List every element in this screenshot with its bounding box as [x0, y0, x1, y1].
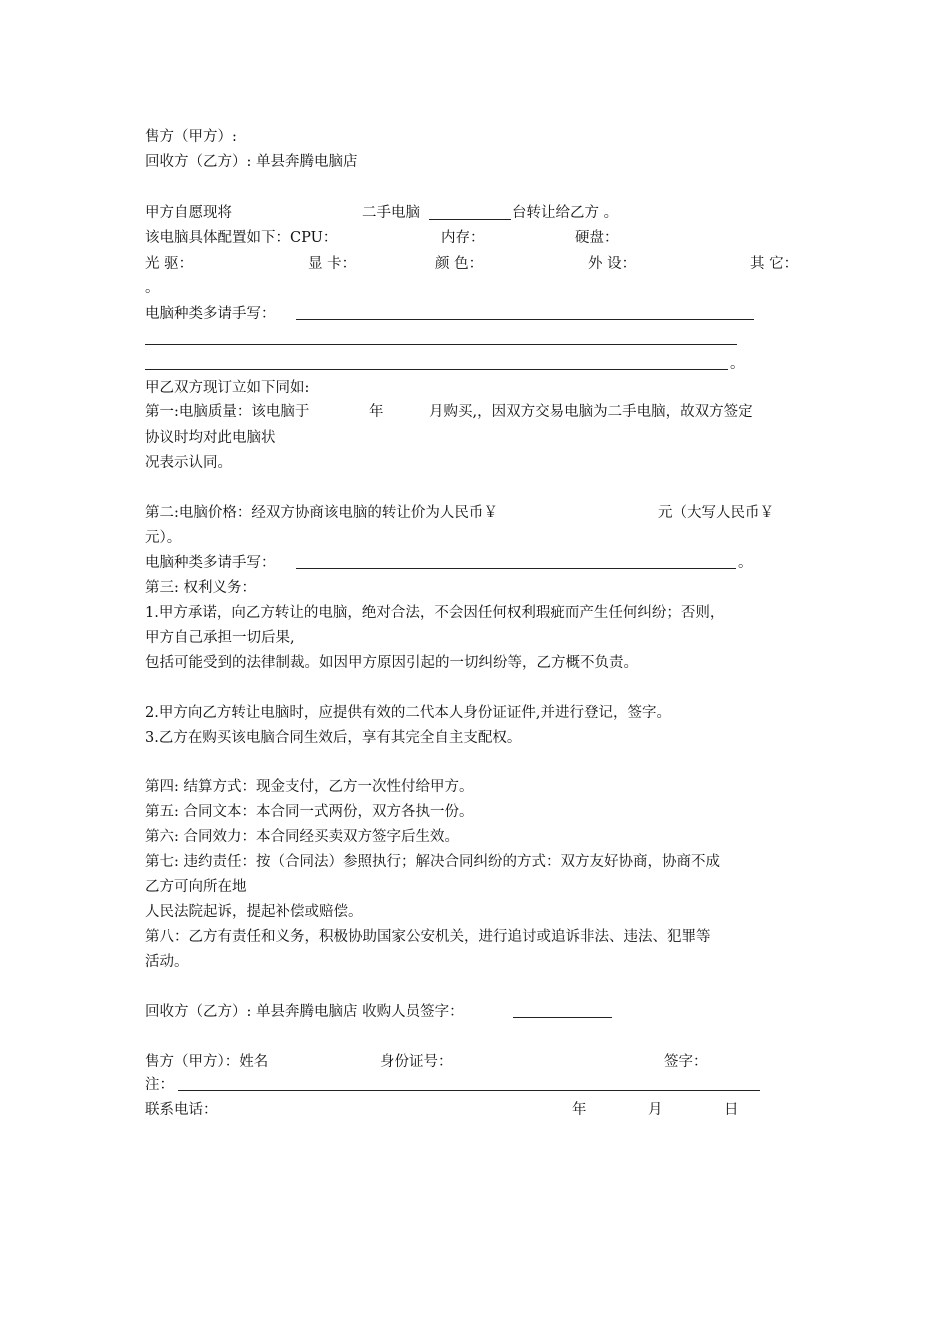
- date-month: 月: [648, 1102, 663, 1118]
- intro-text-c: 台转让给乙方 。: [512, 205, 619, 221]
- intro-text-a: 甲方自愿现将: [145, 205, 232, 221]
- config-disk: 硬盘：: [575, 230, 619, 246]
- buyer-sign-label: 回收方（乙方）: 单县奔腾电脑店 收购人员签字：: [145, 1004, 464, 1020]
- seller-name-label: 售方（甲方）：姓名: [145, 1054, 269, 1070]
- clause-1-year: 年: [369, 404, 384, 420]
- quantity-blank[interactable]: [429, 219, 511, 220]
- handwrite-blank-2[interactable]: [145, 344, 737, 345]
- handwrite-label: 电脑种类多请手写：: [145, 306, 276, 322]
- clause-1-line2: 协议时均对此电脑状: [145, 430, 276, 446]
- intro-line: [145, 203, 232, 223]
- date-year: 年: [572, 1102, 587, 1118]
- handwrite-end-2: 。: [738, 555, 753, 571]
- clause-3-1-c: 包括可能受到的法律制裁。如因甲方原因引起的一切纠纷等，乙方概不负责。: [145, 655, 638, 671]
- spec-period: 。: [145, 280, 160, 296]
- clause-8-b: 活动。: [145, 954, 189, 970]
- handwrite-blank-1[interactable]: [296, 319, 754, 320]
- handwrite-label-2: 电脑种类多请手写：: [145, 555, 276, 571]
- phone-label: 联系电话：: [145, 1102, 218, 1118]
- buyer-signature-blank[interactable]: [513, 1017, 612, 1018]
- clause-7-c: 人民法院起诉，提起补偿或赔偿。: [145, 904, 363, 920]
- seller-label: 售方（甲方）:: [145, 129, 237, 145]
- handwrite-blank-4[interactable]: [296, 568, 736, 569]
- config-memory: 内存：: [441, 230, 485, 246]
- clause-2-line2: 元）。: [145, 530, 182, 546]
- clause-2-a: 第二:电脑价格：经双方协商该电脑的转让价为人民币￥: [145, 505, 498, 521]
- clause-1-a: 第一:电脑质量：该电脑于: [145, 404, 310, 420]
- clause-1-b: 月购买,，因双方交易电脑为二手电脑，故双方签定: [429, 404, 753, 420]
- clause-4: 第四: 结算方式：现金支付，乙方一次性付给甲方。: [145, 779, 474, 795]
- spec-drive: 光 驱：: [145, 256, 194, 272]
- clause-1-line3: 况表示认同。: [145, 455, 232, 471]
- clause-3-2: 2.甲方向乙方转让电脑时，应提供有效的二代本人身份证证件,并进行登记，签字。: [145, 705, 671, 721]
- clause-7-a: 第七: 违约责任：按（合同法）参照执行；解决合同纠纷的方式：双方友好协商，协商不成: [145, 854, 720, 870]
- clause-8-a: 第八：乙方有责任和义务，积极协助国家公安机关，进行追讨或追诉非法、违法、犯罪等: [145, 929, 711, 945]
- handwrite-end: 。: [730, 356, 745, 372]
- clause-6: 第六: 合同效力：本合同经买卖双方签字后生效。: [145, 829, 459, 845]
- note-label: 注：: [145, 1077, 174, 1093]
- clause-3-1-a: 1.甲方承诺，向乙方转让的电脑，绝对合法，不会因任何权利瑕疵而产生任何纠纷；否则，: [145, 605, 725, 621]
- spec-color: 颜 色：: [435, 256, 484, 272]
- intro-text-b: 二手电脑: [362, 205, 420, 221]
- clause-2-b: 元（大写人民币￥: [658, 505, 774, 521]
- date-day: 日: [724, 1102, 739, 1118]
- spec-other: 其 它：: [750, 256, 799, 272]
- config-label: 该电脑具体配置如下：CPU：: [145, 230, 338, 246]
- handwrite-blank-3[interactable]: [145, 369, 728, 370]
- seller-sign-label: 签字：: [664, 1054, 708, 1070]
- clause-3-1-b: 甲方自己承担一切后果,: [145, 630, 295, 646]
- spec-peripherals: 外 设：: [588, 256, 637, 272]
- clause-5: 第五: 合同文本：本合同一式两份，双方各执一份。: [145, 804, 474, 820]
- clause-3-heading: 第三: 权利义务：: [145, 580, 256, 596]
- agreement-heading: 甲乙双方现订立如下同如:: [145, 380, 310, 396]
- spec-gpu: 显 卡：: [308, 256, 357, 272]
- seller-id-label: 身份证号：: [380, 1054, 453, 1070]
- clause-7-b: 乙方可向所在地: [145, 879, 247, 895]
- buyer-label: 回收方（乙方）: 单县奔腾电脑店: [145, 154, 358, 170]
- note-blank[interactable]: [178, 1090, 760, 1091]
- clause-3-3: 3.乙方在购买该电脑合同生效后，享有其完全自主支配权。: [145, 730, 522, 746]
